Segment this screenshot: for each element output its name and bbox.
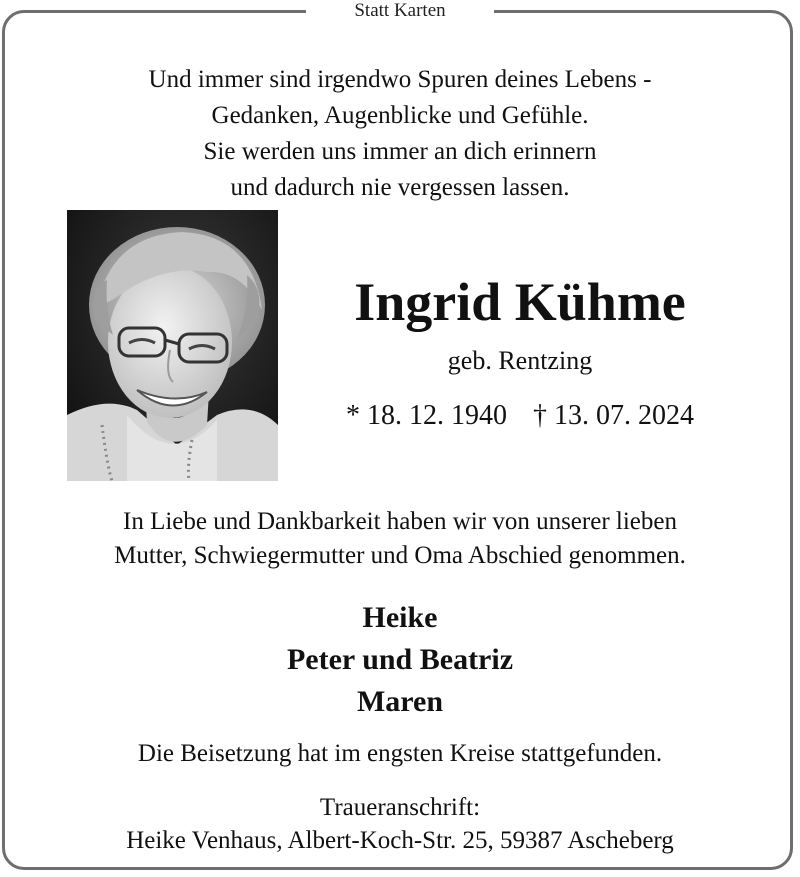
poem	[0, 62, 800, 206]
mourner-name: Maren	[356, 685, 444, 718]
poem-line: Und immer sind irgendwo Spuren deines Lebens -	[148, 66, 652, 93]
mourning-address	[0, 791, 800, 857]
address-label: Traueranschrift:	[319, 794, 481, 821]
mourner-name: Heike	[362, 601, 438, 634]
farewell-line: In Liebe und Dankbarkeit haben wir von unserer lieben	[123, 508, 677, 535]
poem-line: Sie werden uns immer an dich erinnern	[203, 138, 597, 165]
header-label: Statt Karten	[306, 0, 494, 22]
address-value: Heike Venhaus, Albert-Koch-Str. 25, 59387 Ascheberg	[126, 827, 674, 854]
birth-date: * 18. 12. 1940	[346, 400, 507, 431]
farewell-line: Mutter, Schwiegermutter und Oma Abschied genommen.	[114, 542, 686, 569]
poem-line: Gedanken, Augenblicke und Gefühle.	[211, 102, 589, 129]
deceased-info	[300, 270, 740, 434]
deceased-name: Ingrid Kühme	[354, 272, 686, 332]
portrait-photo	[67, 210, 278, 481]
poem-line: und dadurch nie vergessen lassen.	[230, 174, 570, 201]
life-dates	[300, 398, 740, 434]
farewell-text	[0, 505, 800, 573]
maiden-name: geb. Rentzing	[447, 346, 593, 375]
burial-note: Die Beisetzung hat im engsten Kreise stattgefunden.	[137, 740, 663, 767]
death-date: † 13. 07. 2024	[533, 400, 694, 431]
mourners-list	[0, 597, 800, 723]
mourner-name: Peter und Beatriz	[286, 643, 514, 676]
